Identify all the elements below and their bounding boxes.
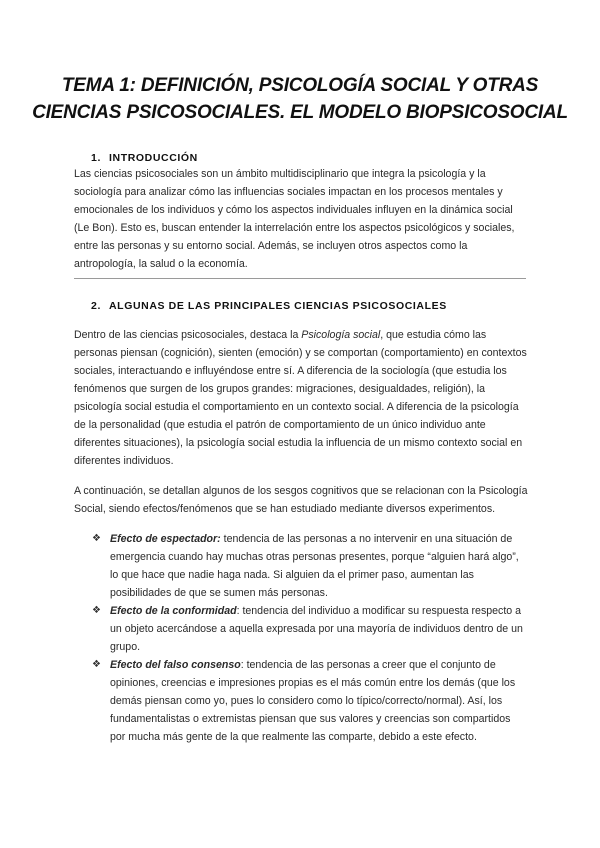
section-introduccion (74, 152, 528, 273)
list-item (92, 656, 528, 746)
title-line-2: CIENCIAS PSICOSOCIALES. EL MODELO BIOPSICOSOCIAL (32, 102, 568, 123)
section-1-number: 1. (91, 152, 101, 164)
section-2-paragraph-1 (74, 326, 528, 470)
bias-list (92, 530, 528, 746)
list-item-text (110, 656, 528, 746)
document-title (0, 72, 600, 126)
list-item-desc: : tendencia del individuo a modificar su respuesta respecto a un objeto acercándose a aquella expresada por una mayoría de individuos dentro de un grupo. (110, 605, 523, 653)
section-2-paragraph-2: A continuación, se detallan algunos de los sesgos cognitivos que se relacionan con la Psicología Social, siendo efectos/fenómenos que se han estudiado mediante diversos experimentos. (74, 485, 528, 515)
p1-text-b: , que estudia cómo las personas piensan (cognición), sienten (emoción) y se comportan (comportamiento) en contextos sociales, interactuando e influyéndose entre sí. A diferencia de la sociología (que estudia los fenómenos que surgen de los grupos grandes: migraciones, desigualdades, religión), la psicología social estudia el comportamiento en un contexto social. A diferencia de la psicología de la personalidad (que estudia el patrón de comportamiento de un único individuo ante diferentes situaciones), la psicología social estudia la influencia de un mismo contexto social en diferentes individuos. (74, 329, 527, 467)
p1-text-a: Dentro de las ciencias psicosociales, destaca la (74, 329, 302, 341)
list-item-text (110, 602, 528, 656)
section-divider (74, 278, 526, 279)
section-1-heading (91, 152, 528, 164)
section-2-heading (91, 300, 528, 312)
list-item-desc: tendencia de las personas a no intervenir en una situación de emergencia cuando hay muchas otras personas presentes, porque “alguien hará algo”, lo que hace que nadie haga nada. Si alguien da el primer paso, aumentan las posibilidades de que se sumen más personas. (110, 533, 519, 599)
section-ciencias-psicosociales (74, 300, 528, 746)
list-item-term: Efecto del falso consenso (110, 659, 241, 671)
list-item-desc: : tendencia de las personas a creer que el conjunto de opiniones, creencias e impresiones propias es el más común entre los demás (que los demás piensan como yo, pues lo considero como lo típico/correcto/normal). Así, los fundamentalistas o extremistas piensan que sus valores y creencias son compartidos por mucha más gente de la que realmente las comparte, debido a este efecto. (110, 659, 516, 743)
section-2-heading-text: ALGUNAS DE LAS PRINCIPALES CIENCIAS PSICOSOCIALES (109, 300, 447, 312)
list-item-term: Efecto de espectador: (110, 533, 221, 545)
list-item (92, 602, 528, 656)
section-1-paragraph: Las ciencias psicosociales son un ámbito multidisciplinario que integra la psicología y la sociología para analizar cómo las influencias sociales impactan en los procesos mentales y emocionales de los individuos y cómo los aspectos individuales influyen en la dinámica social (Le Bon). Esto es, buscan entender la interrelación entre los aspectos psicológicos y sociales, entre las personas y su entorno social. Además, se incluyen otros aspectos como la antropología, la salud o la economía. (74, 168, 515, 270)
diamond-bullet-icon: ❖ (92, 605, 101, 616)
list-item-text (110, 530, 528, 602)
diamond-bullet-icon: ❖ (92, 533, 101, 544)
section-1-heading-text: INTRODUCCIÓN (109, 152, 198, 164)
p1-emphasis: Psicología social (301, 329, 381, 341)
section-2-number: 2. (91, 300, 101, 312)
diamond-bullet-icon: ❖ (92, 659, 101, 670)
list-item (92, 530, 528, 602)
title-line-1: TEMA 1: DEFINICIÓN, PSICOLOGÍA SOCIAL Y OTRAS (61, 75, 539, 96)
list-item-term: Efecto de la conformidad (110, 605, 237, 617)
